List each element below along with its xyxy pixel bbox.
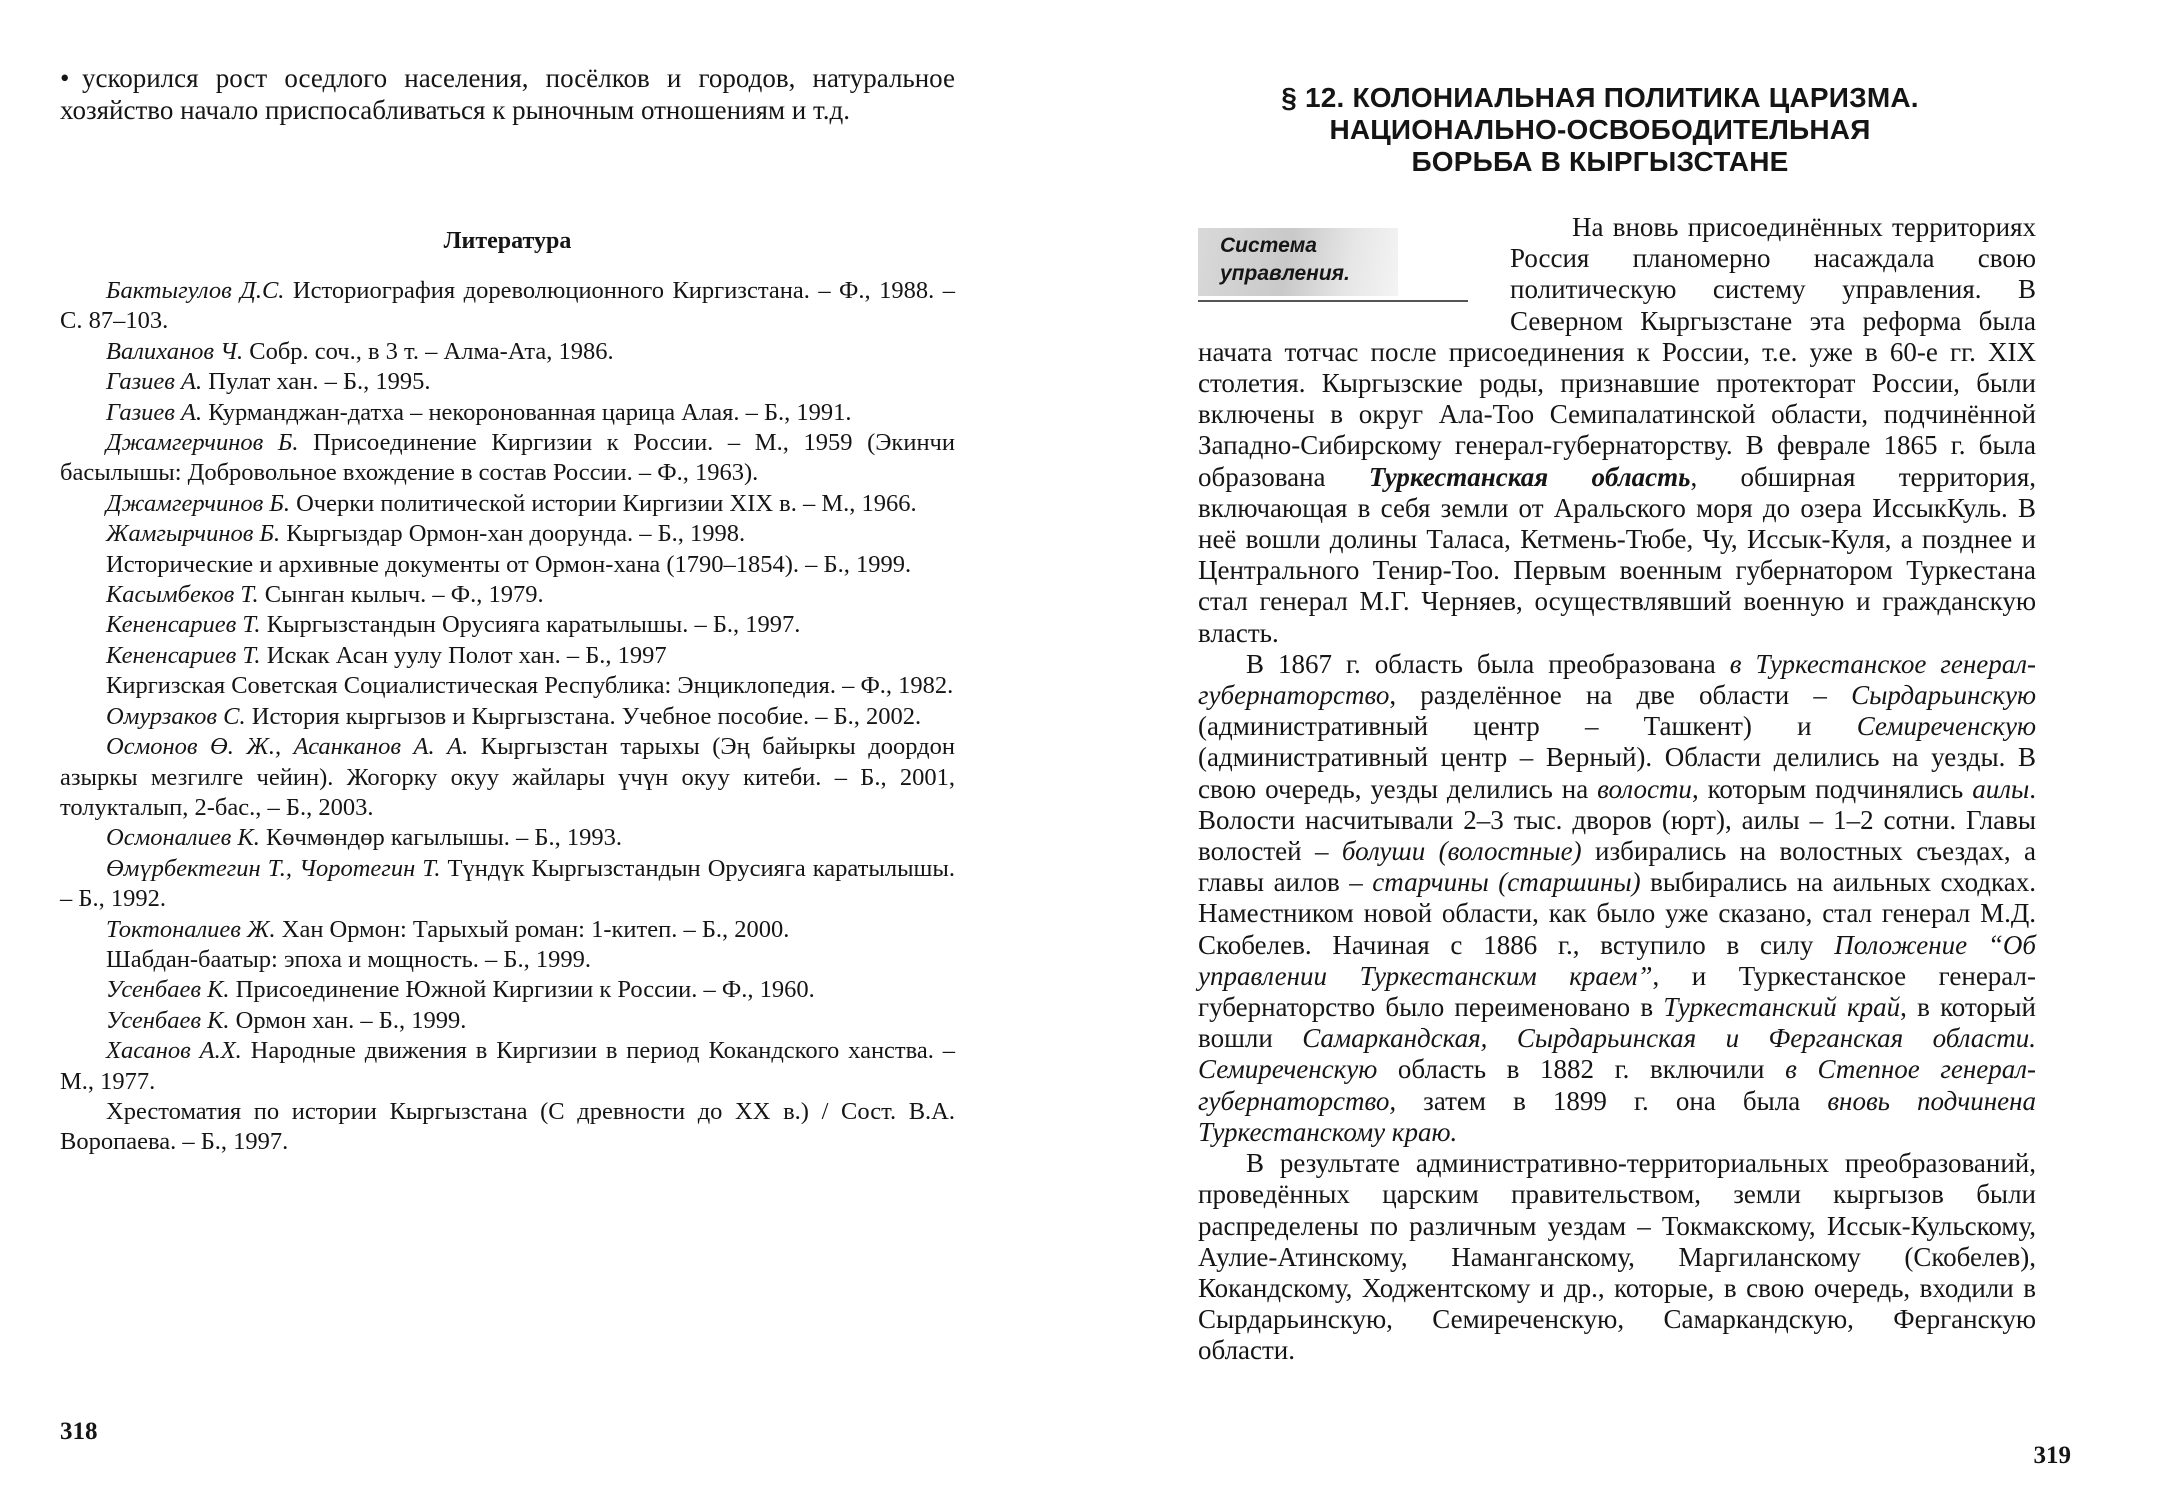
literature-item bbox=[60, 519, 955, 549]
emphasized-text: Положение “Об управлении Туркестанским краем” bbox=[1198, 929, 2036, 991]
body-text-run: избирались на волостных съездах, а главы аилов – bbox=[1198, 836, 2037, 898]
body-text-run: В результате административно-территориальных преобразований, проведённых царским правительством, земли кыргызов были распределены по различным уездам – Токмакскому, Иссык-Кульскому, Аулие-Атинскому, Наманганскому, Маргиланскому (Скобелев), Кокандскому, Ходжентскому и др., которые, в свою очередь, входили в Сырдарьинскую, Семиреченскую, Самаркандскую, Ферганскую области. bbox=[1198, 1148, 2036, 1366]
bullet-icon: • bbox=[60, 63, 70, 93]
page-number: 318 bbox=[60, 1418, 98, 1445]
literature-item bbox=[60, 1097, 955, 1158]
intro-bullet-paragraph bbox=[60, 62, 955, 126]
literature-item bbox=[60, 915, 955, 945]
section-title-line: § 12. КОЛОНИАЛЬНАЯ ПОЛИТИКА ЦАРИЗМА. bbox=[1281, 82, 1919, 113]
body-paragraph bbox=[1198, 1148, 2036, 1366]
left-page bbox=[0, 0, 1080, 1493]
emphasized-text: болуши (волостные) bbox=[1341, 836, 1582, 867]
section-body bbox=[1198, 212, 2036, 1367]
literature-item bbox=[60, 489, 955, 519]
literature-text: Курманджан-датха – некоронованная царица Алая. – Б., 1991. bbox=[202, 398, 852, 426]
emphasized-text: Туркестанская область bbox=[1368, 461, 1691, 492]
literature-text: Хан Ормон: Тарыхый роман: 1-китеп. – Б., 2000. bbox=[275, 915, 790, 943]
literature-author: Усенбаев К. bbox=[106, 1006, 230, 1034]
margin-note-label: Система bbox=[1220, 234, 1317, 257]
emphasized-text: Самаркандская, Сырдарьинская и Ферганская области. Семиреченскую bbox=[1198, 1023, 2036, 1085]
body-text-run: , и Туркестанское генерал-губернаторство было переименовано в bbox=[1198, 960, 2036, 1023]
literature-author: Бактыгулов Д.С. bbox=[106, 277, 285, 304]
emphasized-text: вновь подчинена Туркестанскому краю. bbox=[1198, 1085, 2036, 1147]
literature-item bbox=[60, 823, 955, 853]
emphasized-text: Туркестанский край bbox=[1663, 992, 1901, 1023]
literature-text: Түндүк Кыргызстандын Орусияга каратылышы. – Б., 1992. bbox=[60, 854, 955, 913]
body-text-run: (административный центр – Верный). Области делились на уезды. В свою очередь, уезды делились на bbox=[1198, 742, 2036, 804]
literature-author: Газиев А. bbox=[106, 368, 203, 396]
literature-text: Собр. соч., в 3 т. – Алма-Ата, 1986. bbox=[243, 337, 614, 365]
literature-author: Кененсариев Т. bbox=[106, 641, 261, 669]
literature-item bbox=[60, 1036, 955, 1097]
emphasized-text: аилы bbox=[1972, 773, 2030, 804]
section-title-line: БОРЬБА В КЫРГЫЗСТАНЕ bbox=[1411, 146, 1789, 177]
literature-item bbox=[60, 398, 955, 428]
literature-text: Киргизская Советская Социалистическая Республика: Энциклопедия. – Ф., 1982. bbox=[106, 672, 954, 700]
literature-author: Омурзаков С. bbox=[106, 702, 246, 730]
literature-item bbox=[60, 641, 955, 671]
body-text-run: , разделённое на две области – bbox=[1389, 680, 1852, 711]
body-paragraph bbox=[1198, 649, 2036, 1148]
literature-text: Сынган кылыч. – Ф., 1979. bbox=[258, 581, 544, 609]
emphasized-text: в Степное генерал-губернаторство, bbox=[1198, 1054, 2036, 1116]
literature-author: Өмүрбектегин Т., Чоротегин Т. bbox=[106, 854, 441, 882]
page-number: 319 bbox=[2033, 1442, 2071, 1469]
literature-text: Көчмөндөр кагылышы. – Б., 1993. bbox=[259, 824, 622, 852]
margin-note-box bbox=[1198, 228, 1398, 296]
literature-text: Кыргызстандын Орусияга каратылышы. – Б., 1997. bbox=[260, 611, 801, 639]
body-text-run: На вновь присоединённых территориях Россия планомерно насаждала свою политическую систему управления. В Северном Кыргызстане эта реформа была начата тотчас после присоединения к России, т.е. уже в 60-е гг. XIX столетия. Кыргызские роды, признавшие протекторат России, были включены в округ Ала-Тоо Семипалатинской области, подчинённой Западно-Сибирскому генерал-губернаторству. В феврале 1865 г. была образована bbox=[1198, 212, 2036, 492]
literature-item bbox=[60, 671, 955, 701]
literature-text: Народные движения в Киргизии в период Кокандского ханства. – М., 1977. bbox=[60, 1037, 955, 1095]
literature-author: Усенбаев К. bbox=[106, 976, 230, 1004]
literature-item bbox=[60, 580, 955, 610]
literature-author: Осмоналиев К. bbox=[106, 824, 260, 852]
literature-text: Хрестоматия по истории Кыргызстана (С древности до XX в.) / Сост. В.А. Воропаева. – Б., 1997. bbox=[60, 1097, 955, 1156]
margin-note-rule bbox=[1198, 300, 1468, 302]
literature-item bbox=[60, 1006, 955, 1036]
emphasized-text: Сырдарьинскую bbox=[1851, 680, 2036, 711]
literature-author: Осмонов Ө. Ж., Асанканов А. А. bbox=[106, 733, 469, 761]
literature-text: Исторические и архивные документы от Ормон-хана (1790–1854). – Б., 1999. bbox=[106, 550, 912, 578]
literature-item bbox=[60, 428, 955, 489]
literature-text: Историография дореволюционного Киргизстана. – Ф., 1988. – С. 87–103. bbox=[60, 277, 955, 335]
literature-item bbox=[60, 854, 955, 915]
literature-text: Пулат хан. – Б., 1995. bbox=[202, 368, 431, 396]
literature-text: Присоединение Киргизии к России. – М., 1959 (Экинчи басылышы: Добровольное вхождение в состав России. – Ф., 1963). bbox=[60, 429, 955, 487]
literature-author: Джамгерчинов Б. bbox=[106, 489, 290, 517]
body-text-run: область в 1882 г. включили bbox=[1377, 1054, 1786, 1085]
literature-item bbox=[60, 337, 955, 367]
literature-item bbox=[60, 610, 955, 640]
body-text-run: , в который вошли bbox=[1198, 992, 2036, 1054]
intro-text: ускорился рост оседлого населения, посёлков и городов, натуральное хозяйство начало приспосабливаться к рыночным отношениям и т.д. bbox=[60, 63, 955, 125]
emphasized-text: Семиреченскую bbox=[1856, 711, 2036, 742]
section-title-line: НАЦИОНАЛЬНО-ОСВОБОДИТЕЛЬНАЯ bbox=[1329, 114, 1871, 145]
emphasized-text: волости bbox=[1597, 773, 1692, 804]
literature-author: Газиев А. bbox=[106, 398, 203, 426]
body-text-run: В 1867 г. область была преобразована bbox=[1246, 648, 1730, 679]
literature-author: Жамгырчинов Б. bbox=[106, 520, 281, 548]
emphasized-text: старчины (старшины) bbox=[1372, 867, 1641, 898]
literature-text: Кыргыздар Ормон-хан доорунда. – Б., 1998. bbox=[280, 520, 746, 548]
right-page bbox=[1080, 0, 2161, 1493]
literature-author: Валиханов Ч. bbox=[106, 337, 244, 365]
literature-item bbox=[60, 732, 955, 823]
literature-text: Ормон хан. – Б., 1999. bbox=[229, 1006, 467, 1034]
emphasized-text: в Туркестанское генерал-губернаторство bbox=[1198, 648, 2036, 711]
body-text-run: затем в 1899 г. она была bbox=[1396, 1085, 1828, 1116]
literature-author: Хасанов А.Х. bbox=[106, 1037, 242, 1065]
body-text-run: . Волости насчитывали 2–3 тыс. дворов (юрт), аилы – 1–2 сотни. Главы волостей – bbox=[1198, 773, 2036, 867]
literature-text: Очерки политической истории Киргизии XIX в. – М., 1966. bbox=[289, 489, 917, 517]
body-text-run: (административный центр – Ташкент) и bbox=[1198, 711, 1857, 742]
literature-item bbox=[60, 367, 955, 397]
literature-text: Шабдан-баатыр: эпоха и мощность. – Б., 1999. bbox=[106, 945, 591, 973]
margin-note-label: управления. bbox=[1220, 262, 1350, 285]
section-title bbox=[1150, 82, 2050, 178]
literature-text: Кыргызстан тарыхы (Эң байыркы доордон азыркы мезгилге чейин). Жогорку окуу жайлары үчүн окуу китеби. – Б., 2001, толукталып, 2-бас., – Б., 2003. bbox=[60, 733, 955, 821]
literature-list bbox=[60, 276, 955, 1158]
literature-item bbox=[60, 276, 955, 337]
body-text-run: выбирались на аильных сходках. Наместником новой области, как было уже сказано, стал генерал М.Д. Скобелев. Начиная с 1886 г., вступило в силу bbox=[1198, 867, 2036, 960]
literature-text: История кыргызов и Кыргызстана. Учебное пособие. – Б., 2002. bbox=[245, 702, 922, 730]
literature-text: Присоединение Южной Киргизии к России. – Ф., 1960. bbox=[229, 976, 815, 1004]
literature-author: Джамгерчинов Б. bbox=[106, 429, 299, 457]
literature-item bbox=[60, 975, 955, 1005]
literature-heading: Литература bbox=[443, 228, 572, 254]
literature-author: Токтоналиев Ж. bbox=[106, 915, 276, 943]
literature-item bbox=[60, 702, 955, 732]
body-text-run: , обширная территория, включающая в себя земли от Аральского моря до озера ИссыкКуль. В неё вошли долины Таласа, Кетмень-Тюбе, Чу, Иссык-Куля, а позднее и Центрального Тенир-Тоо. Первым военным губернатором Туркестана стал генерал М.Г. Черняев, осуществлявший военную и гражданскую власть. bbox=[1198, 461, 2036, 648]
literature-author: Кененсариев Т. bbox=[106, 611, 261, 639]
literature-text: Искак Асан уулу Полот хан. – Б., 1997 bbox=[260, 641, 667, 669]
literature-item bbox=[60, 550, 955, 580]
body-text-run: , которым подчинялись bbox=[1691, 773, 1973, 804]
literature-item bbox=[60, 945, 955, 975]
literature-author: Касымбеков Т. bbox=[106, 581, 259, 609]
